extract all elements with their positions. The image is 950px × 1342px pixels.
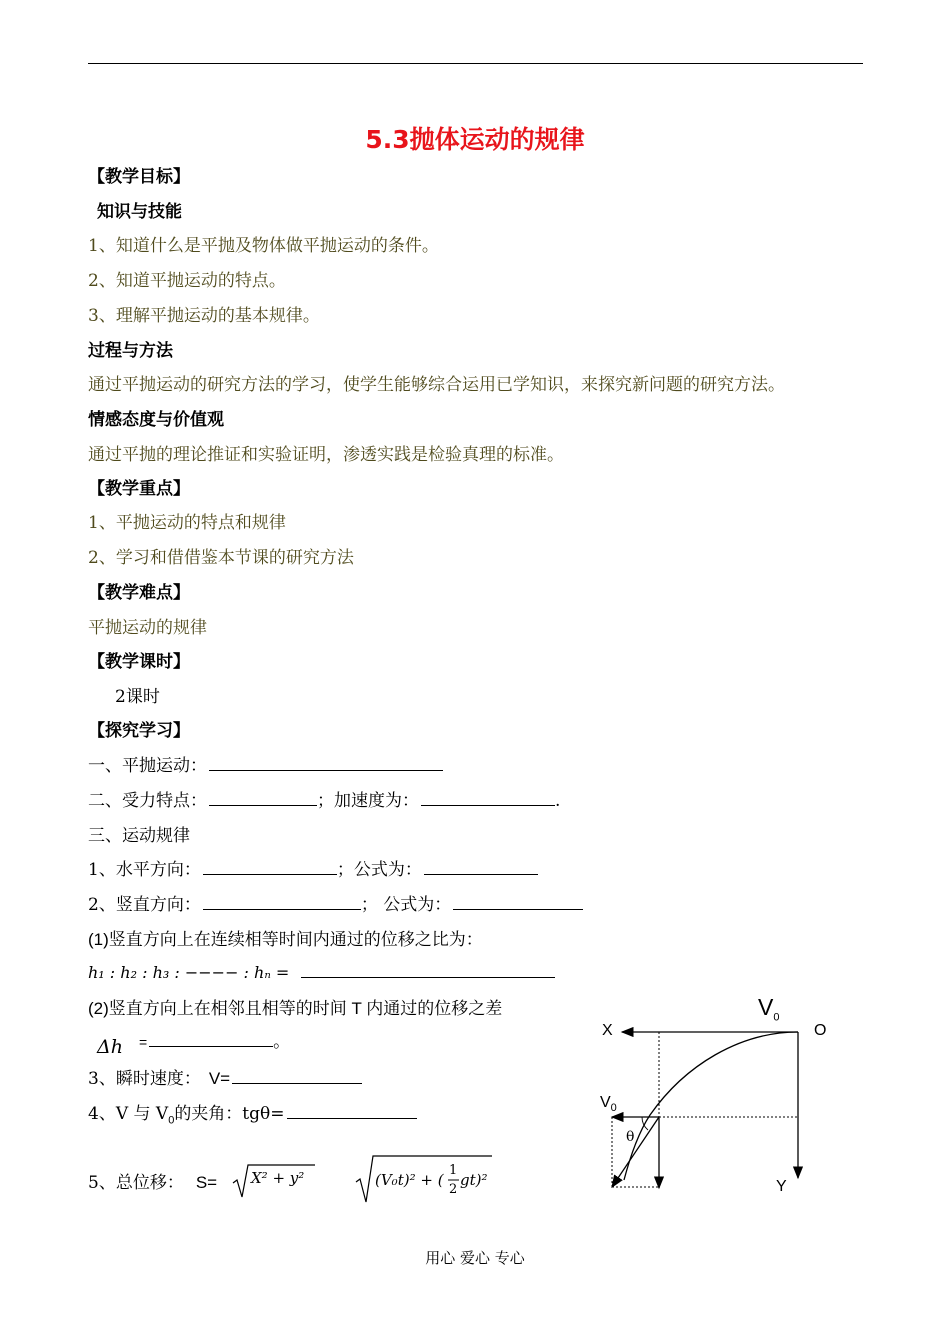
angle-label-c: 的夹角：tgθ= xyxy=(174,1104,285,1124)
delta-h: Δh xyxy=(97,1036,123,1058)
ratio-blank[interactable] xyxy=(301,961,555,978)
o-label: O xyxy=(814,1022,827,1039)
angle-label-a: 4、V 与 V xyxy=(88,1104,169,1124)
ratio-expression: h₁ : h₂ : h₃ : −−−− : hₙ = xyxy=(88,963,290,982)
hours-text: 2课时 xyxy=(115,687,160,707)
velocity-arrow xyxy=(612,1117,659,1187)
page-footer: 用心 爱心 专心 xyxy=(425,1249,525,1267)
total-displacement-label xyxy=(88,1168,217,1193)
explore-line-vertical xyxy=(88,890,583,915)
explore-line-horizontal xyxy=(88,855,538,880)
force-label: 二、受力特点： xyxy=(88,791,207,811)
v0-side-letter: V xyxy=(600,1094,611,1111)
formula-sqrt-1 xyxy=(231,1161,316,1201)
vertical-formula-label: ； 公式为： xyxy=(360,895,452,915)
theta-label: θ xyxy=(626,1129,635,1145)
explore-line-1 xyxy=(88,751,443,776)
projectile-diagram xyxy=(590,990,850,1205)
explore-line-2 xyxy=(88,786,560,811)
vertical-blank[interactable] xyxy=(203,893,361,910)
angle-line xyxy=(88,1099,417,1126)
knowledge-item-2: 2、知道平抛运动的特点。 xyxy=(88,271,286,291)
v0-side-label xyxy=(600,1094,617,1114)
ratio-line xyxy=(88,961,555,983)
horizontal-formula-label: ；公式为： xyxy=(336,860,422,880)
y-label: Y xyxy=(776,1178,787,1195)
horizontal-label: 1、水平方向： xyxy=(88,860,201,880)
header-rule xyxy=(88,63,863,64)
instant-velocity-line xyxy=(88,1064,362,1089)
formula-2-right: gt)² xyxy=(460,1171,488,1189)
angle-label-sub: 0 xyxy=(168,1114,175,1127)
objectives-heading: 【教学目标】 xyxy=(88,167,190,187)
difficulty-text: 平抛运动的规律 xyxy=(88,618,207,638)
process-heading: 过程与方法 xyxy=(88,341,173,361)
emotion-heading: 情感态度与价值观 xyxy=(88,410,224,430)
ratio-question: (1)竖直方向上在连续相等时间内通过的位移之比为： xyxy=(88,930,483,949)
explore-heading: 【探究学习】 xyxy=(88,721,190,741)
horizontal-formula-blank[interactable] xyxy=(424,858,538,875)
page-title: 5.3抛体运动的规律 xyxy=(365,125,585,154)
formula-2-left: (V₀t)² + ( xyxy=(375,1171,444,1189)
delta-blank[interactable] xyxy=(149,1030,273,1047)
accel-label: ；加速度为： xyxy=(317,791,419,811)
horizontal-blank[interactable] xyxy=(203,858,337,875)
displacement-label: 5、总位移： xyxy=(88,1173,184,1193)
formula-sqrt-2 xyxy=(354,1152,494,1206)
motion-law-heading: 三、运动规律 xyxy=(88,826,190,846)
angle-blank[interactable] xyxy=(287,1102,417,1119)
knowledge-heading: 知识与技能 xyxy=(97,202,182,222)
vertical-label: 2、竖直方向： xyxy=(88,895,201,915)
displacement-s: S= xyxy=(195,1173,218,1192)
v0-top-label xyxy=(758,994,779,1024)
formula-2-num: 1 xyxy=(449,1163,458,1178)
instant-velocity-v: V= xyxy=(208,1069,231,1088)
difficulty-heading: 【教学难点】 xyxy=(88,583,190,603)
knowledge-item-3: 3、理解平抛运动的基本规律。 xyxy=(88,306,320,326)
force-blank[interactable] xyxy=(209,789,317,806)
key-point-2: 2、学习和借借鉴本节课的研究方法 xyxy=(88,548,354,568)
formula-2-den: 2 xyxy=(449,1182,458,1197)
definition-label: 一、平抛运动： xyxy=(88,756,207,776)
v0-side-sub: 0 xyxy=(610,1102,617,1115)
knowledge-item-1: 1、知道什么是平抛及物体做平抛运动的条件。 xyxy=(88,236,439,256)
accel-blank[interactable] xyxy=(421,789,555,806)
hours-heading: 【教学课时】 xyxy=(88,652,190,672)
instant-velocity-label: 3、瞬时速度： xyxy=(88,1069,201,1089)
delta-end: 。 xyxy=(273,1032,291,1052)
key-point-1: 1、平抛运动的特点和规律 xyxy=(88,513,286,533)
key-points-heading: 【教学重点】 xyxy=(88,479,190,499)
delta-line xyxy=(97,1033,290,1058)
difference-question: (2)竖直方向上在相邻且相等的时间 T 内通过的位移之差 xyxy=(88,999,503,1018)
v0-top-sub: 0 xyxy=(773,1011,780,1024)
vertical-formula-blank[interactable] xyxy=(453,893,583,910)
formula-1-text: X² + y² xyxy=(251,1169,305,1187)
v0-top-letter: V xyxy=(758,994,774,1020)
trajectory xyxy=(624,1032,798,1180)
line2-end: . xyxy=(555,791,561,811)
definition-blank[interactable] xyxy=(209,754,443,771)
delta-equals: = xyxy=(138,1034,148,1050)
diagram-svg xyxy=(590,990,850,1205)
emotion-text: 通过平抛的理论推证和实验证明，渗透实践是检验真理的标准。 xyxy=(88,445,564,465)
process-text: 通过平抛运动的研究方法的学习，使学生能够综合运用已学知识，来探究新问题的研究方法。 xyxy=(88,375,785,395)
x-label: X xyxy=(602,1022,613,1039)
instant-velocity-blank[interactable] xyxy=(232,1067,362,1084)
